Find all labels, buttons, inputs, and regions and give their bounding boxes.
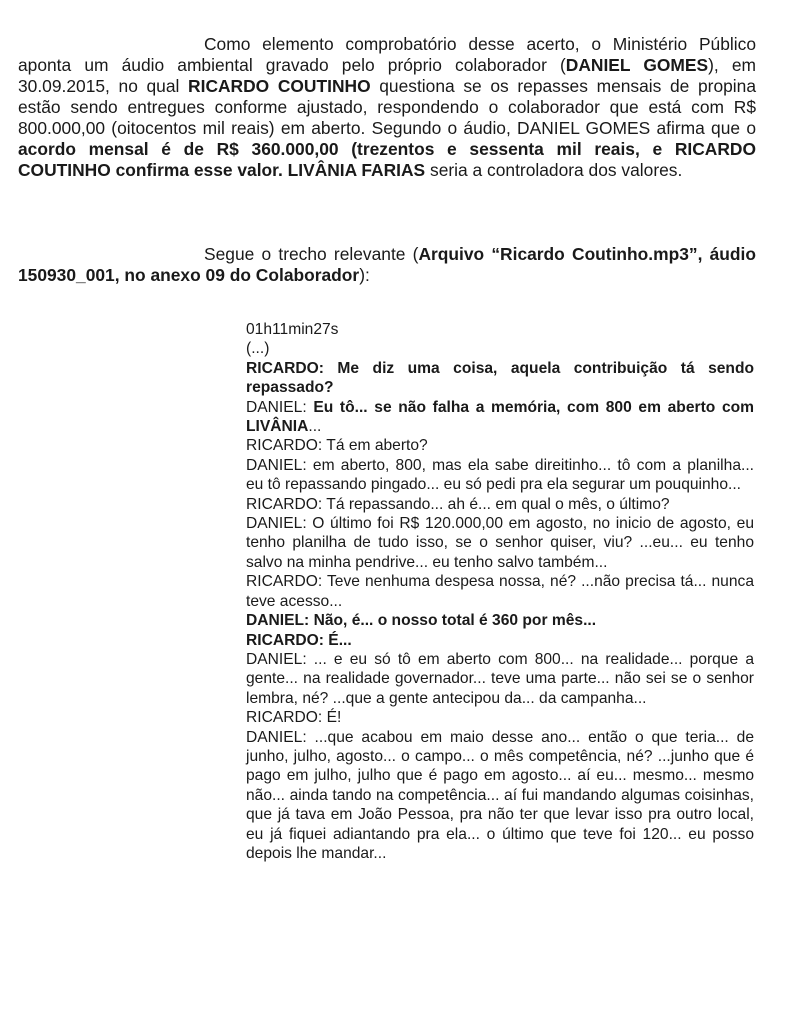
bold-run: DANIEL GOMES <box>565 55 709 75</box>
transcript-line: DANIEL: Não, é... o nosso total é 360 por mês... <box>246 612 597 630</box>
text-run: ): <box>359 265 370 285</box>
transcript-line: DANIEL: ... e eu só tô em aberto com 800... na realidade... porque a gente... na realidade governador... teve uma parte... não sei se o senhor lembra, né? ...que a gente antecipou da... da campanha... <box>246 650 754 707</box>
paragraph-excerpt-intro <box>18 244 756 286</box>
transcript-line <box>246 398 754 437</box>
transcript-line: RICARDO: É! <box>246 709 342 727</box>
bold-run: RICARDO COUTINHO <box>188 76 371 96</box>
transcript-line: RICARDO: Tá repassando... ah é... em qual o mês, o último? <box>246 495 670 513</box>
text-run: questiona se os repasses mensais de propina estão sendo entregues conforme ajustado, respondendo o colaborador que está com R$ 800.000,00 (oitocentos mil reais) em aberto. Segundo o áudio, DANIEL GOMES afirma que o <box>18 76 756 138</box>
transcript-line: DANIEL: ...que acabou em maio desse ano... então o que teria... de junho, julho, agosto... o campo... o mês competência, né? ...junho que é pago em julho, julho que é pago em agosto... aí eu... mesmo... mesmo não... ainda tando na competência... aí fui mandando algumas coisinhas, que já tava em João Pessoa, pra não ter que levar isso pra outro local, eu já fiquei adiantando pra ela... o último que teve foi 120... eu posso depois lhe mandar... <box>246 728 754 862</box>
paragraph-evidence <box>18 34 756 181</box>
transcript-line: RICARDO: É... <box>246 631 352 649</box>
text-run: Segue o trecho relevante ( <box>204 244 419 264</box>
speaker-label: DANIEL: <box>246 398 314 416</box>
transcript-line: DANIEL: em aberto, 800, mas ela sabe direitinho... tô com a planilha... eu tô repassando pingado... eu só pedi pra ela segurar um pouquinho... <box>246 456 754 494</box>
bold-run: Arquivo “Ricardo Coutinho.mp3”, áudio 150930_001, no anexo 09 do Colaborador <box>18 244 756 285</box>
text-run: Como elemento comprobatório desse acerto, o Ministério Público aponta um áudio ambiental gravado pelo próprio colaborador ( <box>18 34 756 75</box>
text-run: seria a controladora dos valores. <box>425 160 683 180</box>
text-run: ), em 30.09.2015, no qual <box>18 55 756 96</box>
transcript-line: RICARDO: Me diz uma coisa, aquela contribuição tá sendo repassado? <box>246 359 754 397</box>
transcript-line: RICARDO: Teve nenhuma despesa nossa, né? ...não precisa tá... nunca teve acesso... <box>246 573 754 610</box>
transcript-ellipsis: (...) <box>246 340 270 358</box>
transcript-block <box>246 320 754 863</box>
transcript-line: RICARDO: Tá em aberto? <box>246 437 428 455</box>
transcript-timestamp: 01h11min27s <box>246 321 339 338</box>
text-run: ... <box>308 418 322 436</box>
transcript-line: DANIEL: O último foi R$ 120.000,00 em agosto, no inicio de agosto, eu tenho planilha de tudo isso, se o senhor quiser, viu? ...eu... eu tenho salvo na minha pendrive... eu tenho salvo também... <box>246 515 754 571</box>
bold-run: acordo mensal é de R$ 360.000,00 (trezentos e sessenta mil reais, e RICARDO COUTINHO confirma esse valor. LIVÂNIA FARIAS <box>18 139 756 180</box>
bold-run: Eu tô... se não falha a memória, com 800 em aberto com LIVÂNIA <box>246 398 755 436</box>
